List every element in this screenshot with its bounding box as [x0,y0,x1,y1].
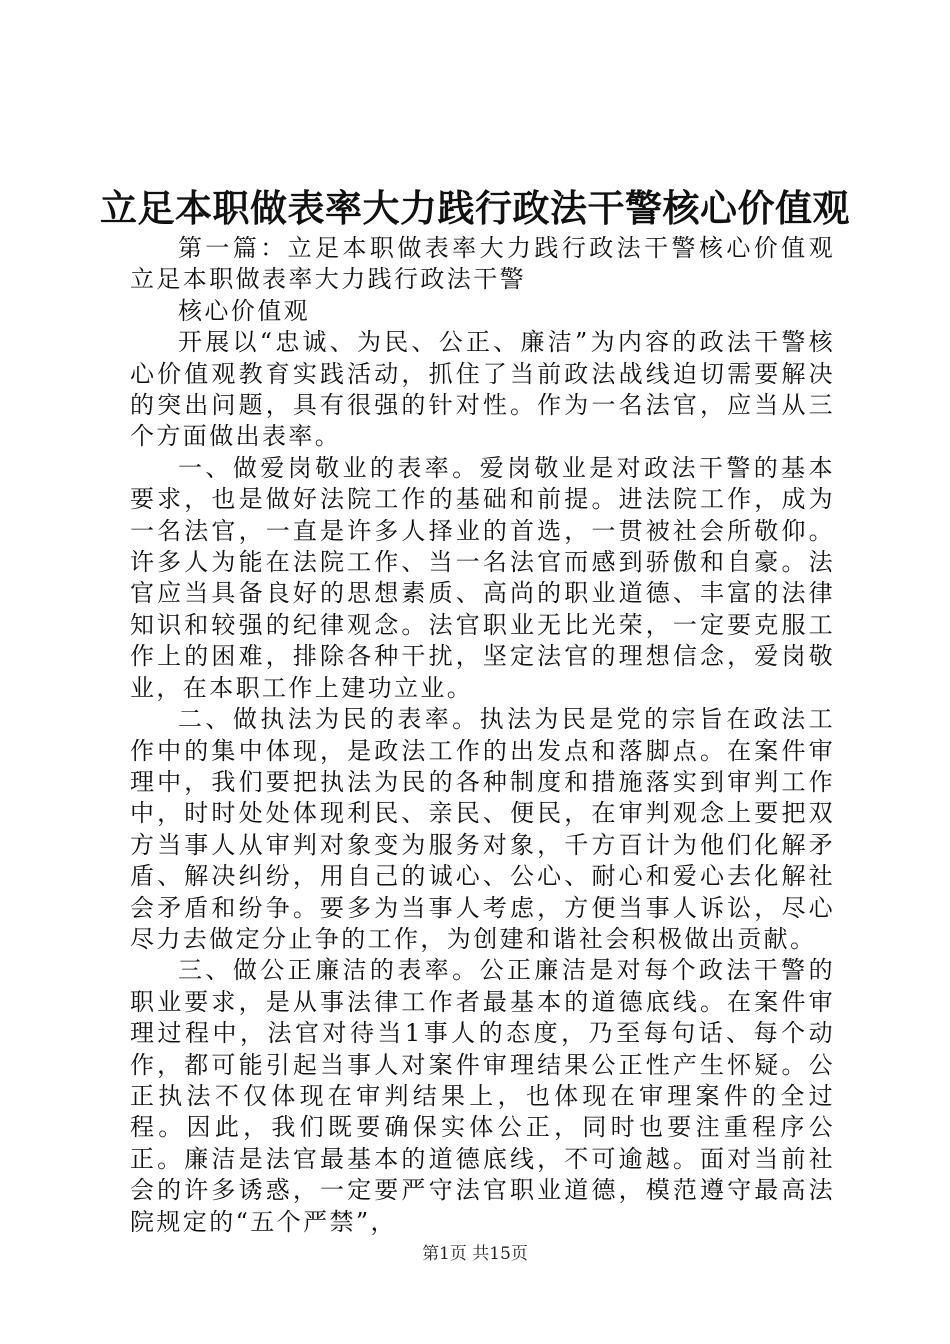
paragraph-section-three: 三、做公正廉洁的表率。公正廉洁是对每个政法干警的职业要求，是从事法律工作者最基本的道德底线。在案件审理过程中，法官对待当1事人的态度，乃至每句话、每个动作，都可能引起当事人对案件审理结果公正性产生怀疑。公正执法不仅体现在审判结果上，也体现在审理案件的全过程。因此，我们既要确保实体公正，同时也要注重程序公正。廉洁是法官最基本的道德底线，不可逾越。面对当前社会的许多诱惑，一定要严守法官职业道德，模范遵守最高法院规定的“五个严禁”， [130,956,835,1236]
paragraph-section-two: 二、做执法为民的表率。执法为民是党的宗旨在政法工作中的集中体现，是政法工作的出发点和落脚点。在案件审理中，我们要把执法为民的各种制度和措施落实到审判工作中，时时处处体现利民、亲民、便民，在审判观念上要把双方当事人从审判对象变为服务对象，千方百计为他们化解矛盾、解决纠纷，用自己的诚心、公心、耐心和爱心去化解社会矛盾和纷争。要多为当事人考虑，方便当事人诉讼，尽心尽力去做定分止争的工作，为创建和谐社会积极做出贡献。 [130,705,835,953]
document-body [130,233,835,1238]
paragraph-subheading: 核心价值观 [178,296,310,325]
paragraph-overview: 开展以“忠诚、为民、公正、廉洁”为内容的政法干警核心价值观教育实践活动，抓住了当前政法战线迫切需要解决的突出问题，具有很强的针对性。作为一名法官，应当从三个方面做出表率。 [130,328,835,451]
document-title: 立足本职做表率大力践行政法干警核心价值观 [100,186,850,230]
paragraph-section-one: 一、做爱岗敬业的表率。爱岗敬业是对政法干警的基本要求，也是做好法院工作的基础和前提。进法院工作，成为一名法官，一直是许多人择业的首选，一贯被社会所敬仰。许多人为能在法院工作、当一名法官而感到骄傲和自豪。法官应当具备良好的思想素质、高尚的职业道德、丰富的法律知识和较强的纪律观念。法官职业无比光荣，一定要克服工作上的困难，排除各种干扰，坚定法官的理想信念，爱岗敬业，在本职工作上建功立业。 [130,453,835,702]
paragraph-intro-heading: 第一篇：立足本职做表率大力践行政法干警核心价值观立足本职做表率大力践行政法干警 [130,234,835,294]
page-number-footer: 第1页 共15页 [422,1244,528,1264]
